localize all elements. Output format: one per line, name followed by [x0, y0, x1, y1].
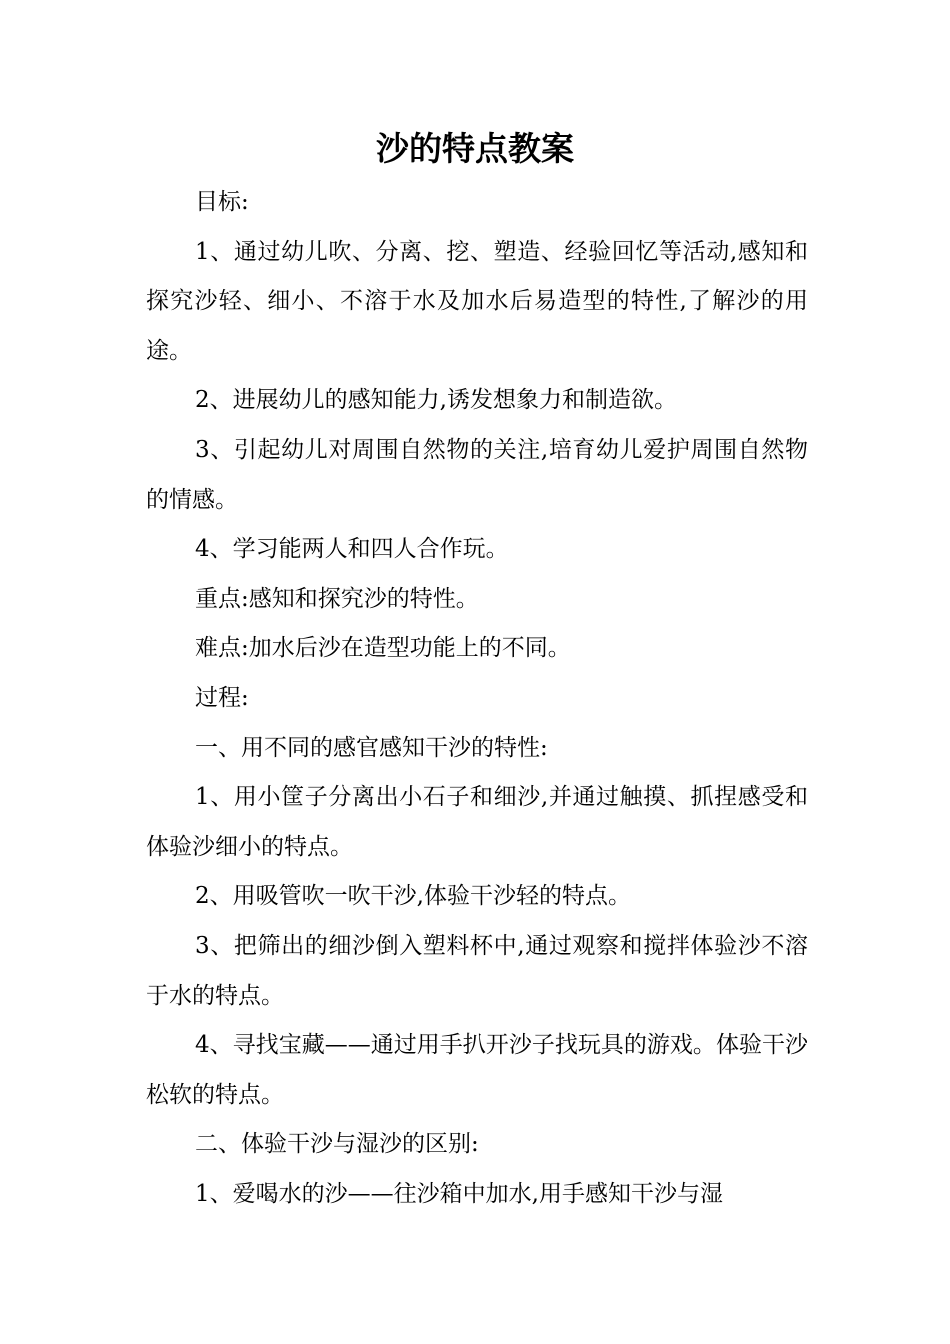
paragraph-goals-heading: 目标:	[195, 189, 249, 215]
paragraph-step-2-1: 1、爱喝水的沙——往沙箱中加水,用手感知干沙与湿	[195, 1180, 723, 1207]
paragraph-goal-4: 4、学习能两人和四人合作玩。	[195, 536, 509, 563]
paragraph-goal-1: 1、通过幼儿吹、分离、挖、塑造、经验回忆等活动,感知和探究沙轻、细小、不溶于水及加水后易造型的特性,了解沙的用途。	[146, 238, 808, 364]
paragraph-goal-3: 3、引起幼儿对周围自然物的关注,培育幼儿爱护周围自然物的情感。	[146, 436, 808, 513]
paragraph-key-point: 重点:感知和探究沙的特性。	[195, 585, 479, 612]
paragraph-step-1-3: 3、把筛出的细沙倒入塑料杯中,通过观察和搅拌体验沙不溶于水的特点。	[146, 932, 808, 1009]
paragraph-section-2-heading: 二、体验干沙与湿沙的区别:	[195, 1131, 479, 1158]
paragraph-step-1-2: 2、用吸管吹一吹干沙,体验干沙轻的特点。	[195, 883, 631, 910]
document-title: 沙的特点教案	[376, 129, 574, 168]
paragraph-step-1-4: 4、寻找宝藏——通过用手扒开沙子找玩具的游戏。体验干沙松软的特点。	[146, 1032, 808, 1108]
paragraph-difficulty: 难点:加水后沙在造型功能上的不同。	[195, 635, 571, 662]
paragraph-process-heading: 过程:	[195, 684, 249, 711]
paragraph-goal-2: 2、进展幼儿的感知能力,诱发想象力和制造欲。	[195, 387, 677, 414]
paragraph-step-1-1: 1、用小筐子分离出小石子和细沙,并通过触摸、抓捏感受和体验沙细小的特点。	[146, 784, 808, 860]
paragraph-section-1-heading: 一、用不同的感官感知干沙的特性:	[195, 734, 548, 761]
document-body	[146, 178, 808, 1219]
